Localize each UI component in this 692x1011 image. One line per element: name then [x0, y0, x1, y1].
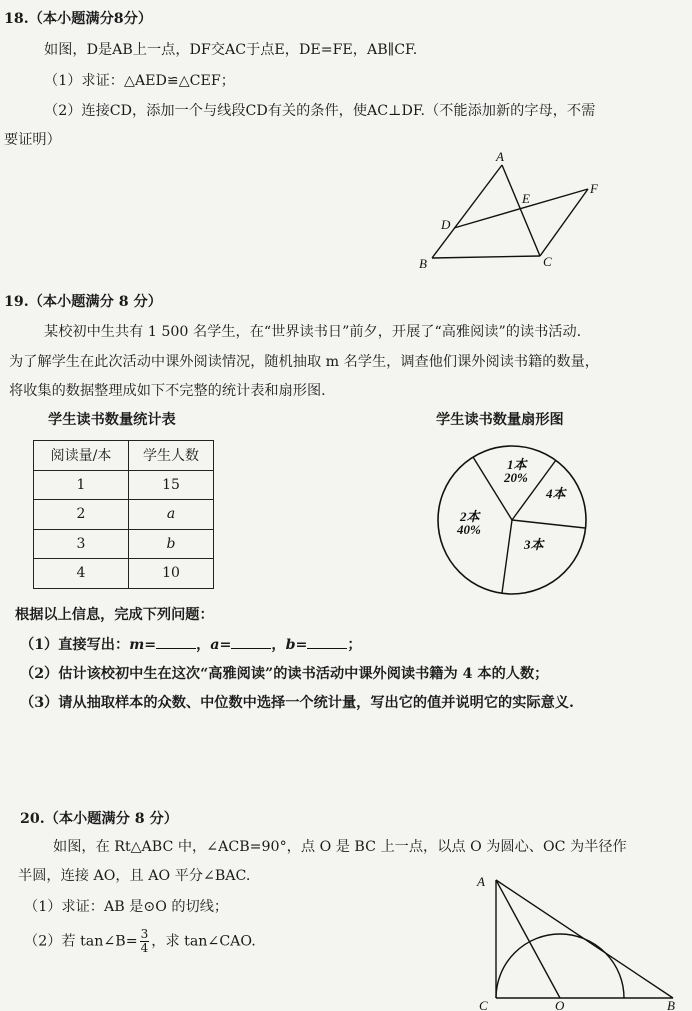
q18-stem: 如图，D是AB上一点，DF交AC于点E，DE=FE，AB∥CF.: [44, 42, 418, 58]
q19-part1-prefix: （1）直接写出：: [20, 637, 130, 653]
q19-part2: （2）估计该校初中生在这次“高雅阅读”的读书活动中课外阅读书籍为 4 本的人数；: [20, 666, 549, 682]
q18-part1: （1）求证：△AED≌△CEF；: [44, 73, 235, 89]
pie-label-3: 3本: [524, 537, 544, 552]
separator: ，: [196, 637, 211, 653]
q18-figure: [410, 148, 610, 273]
segment-df: [454, 189, 588, 228]
segment-cf: [540, 189, 588, 256]
q19-header: 19.（本小题满分 8 分）: [4, 294, 162, 310]
label-e: E: [522, 191, 530, 206]
table-title: 学生读书数量统计表: [48, 412, 176, 428]
segment-ab: [432, 165, 502, 258]
q19-part1: [20, 634, 362, 654]
table-row: [34, 529, 214, 559]
pie-label-1-percent: 20%: [504, 470, 528, 485]
q18-part2-line2: 要证明）: [4, 132, 61, 148]
q20-figure: [470, 868, 680, 1011]
answer-blank-b[interactable]: [307, 636, 347, 649]
m-label: m=: [129, 637, 157, 653]
q19-stem-line2: 为了解学生在此次活动中课外阅读情况，随机抽取 m 名学生，调查他们课外阅读书籍的数量，: [9, 354, 599, 370]
table-cell: a: [129, 500, 214, 530]
fraction-numerator: 3: [140, 927, 149, 941]
semicircle: [496, 934, 624, 998]
q19-prompt: 根据以上信息，完成下列问题：: [15, 607, 214, 623]
table-cell: 4: [34, 559, 129, 589]
table-cell: 3: [34, 529, 129, 559]
label-a: A: [496, 149, 504, 164]
label-a: A: [477, 874, 485, 889]
table-cell: 1: [34, 470, 129, 500]
q20-part2: [24, 928, 256, 955]
table-cell: 10: [129, 559, 214, 589]
q20-stem-line1: 如图，在 Rt△ABC 中，∠ACB=90°，点 O 是 BC 上一点，以点 O 为圆心、OC 为半径作: [53, 839, 627, 855]
label-c: C: [543, 254, 552, 269]
label-o: O: [555, 998, 565, 1011]
q20-header: 20.（本小题满分 8 分）: [20, 811, 178, 827]
q19-stem-line3: 将收集的数据整理成如下不完整的统计表和扇形图.: [9, 383, 326, 399]
fraction: [140, 928, 150, 955]
pie-divider: [502, 520, 512, 593]
label-f: F: [590, 181, 598, 196]
table-row: [34, 559, 214, 589]
pie-label-2-percent: 40%: [457, 522, 481, 537]
table-header-cell: 阅读量/本: [34, 441, 129, 471]
answer-blank-a[interactable]: [231, 636, 271, 649]
q20-part1: （1）求证：AB 是⊙O 的切线；: [24, 899, 229, 915]
label-b: B: [419, 256, 427, 271]
pie-label-1-name: 1本: [507, 457, 527, 472]
table-header-row: [34, 441, 214, 471]
q18-header: 18.（本小题满分8分）: [4, 11, 153, 27]
q20-stem-line2: 半圆，连接 AO，且 AO 平分∠BAC.: [18, 868, 251, 884]
pie-label-4: 4本: [546, 486, 566, 501]
answer-blank-m[interactable]: [156, 636, 196, 649]
table-cell: 15: [129, 470, 214, 500]
b-label: b=: [285, 637, 308, 653]
pie-divider: [512, 520, 585, 528]
a-label: a=: [210, 637, 232, 653]
label-c: C: [479, 998, 488, 1011]
table-cell: b: [129, 529, 214, 559]
table-cell: 2: [34, 500, 129, 530]
segment-ac: [502, 165, 540, 256]
table-row: [34, 500, 214, 530]
label-d: D: [441, 217, 451, 232]
table-header-cell: 学生人数: [129, 441, 214, 471]
reading-pie-chart: [428, 443, 594, 605]
q19-stem-line1: 某校初中生共有 1 500 名学生，在“世界读书日”前夕，开展了“高雅阅读”的读书活动.: [44, 324, 582, 340]
segment-bc: [432, 256, 540, 258]
q19-part3: （3）请从抽取样本的众数、中位数中选择一个统计量，写出它的值并说明它的实际意义.: [20, 695, 574, 711]
pie-chart-title: 学生读书数量扇形图: [436, 412, 564, 428]
pie-label-2-name: 2本: [460, 509, 480, 524]
q20-part2-prefix: （2）若 tan∠B=: [24, 933, 138, 950]
label-b: B: [667, 998, 675, 1011]
terminator: ；: [347, 637, 362, 653]
q20-part2-suffix: ，求 tan∠CAO.: [151, 933, 256, 950]
fraction-denominator: 4: [140, 941, 149, 955]
table-row: [34, 470, 214, 500]
separator: ，: [271, 637, 286, 653]
q18-part2-line1: （2）连接CD，添加一个与线段CD有关的条件，使AC⊥DF.（不能添加新的字母，不需: [44, 103, 596, 119]
segment-ao: [496, 880, 560, 998]
reading-stats-table: [33, 440, 214, 589]
